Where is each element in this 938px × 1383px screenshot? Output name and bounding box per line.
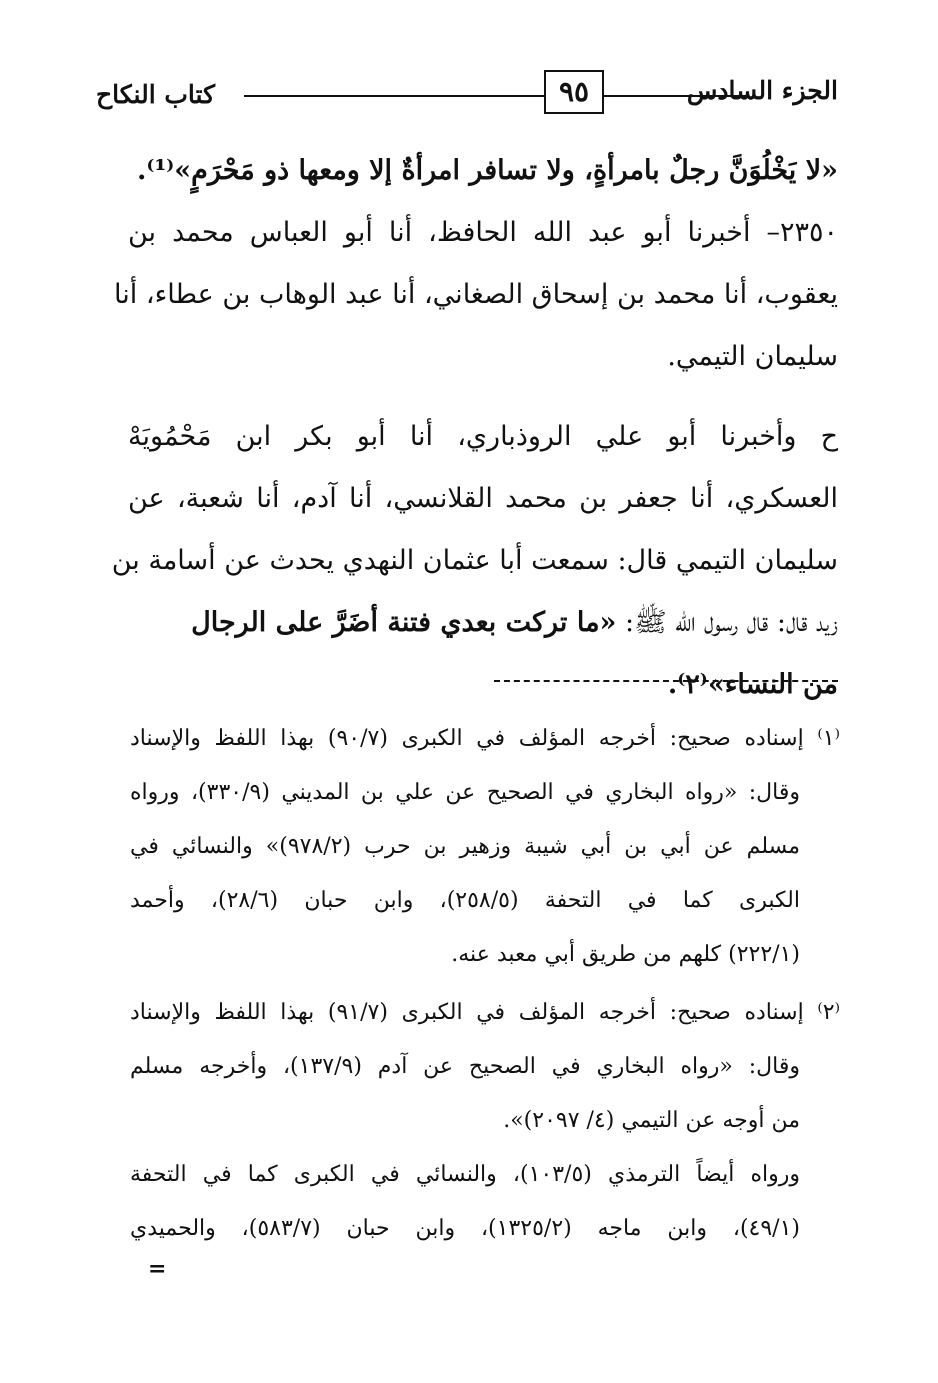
- running-header: [96, 70, 838, 118]
- text-line: من النساء»⁽٢⁾.: [667, 669, 838, 700]
- footnote-line: وقال: «رواه البخاري في الصحيح عن علي بن المديني (٣٣٠/٩)، ورواه: [130, 780, 800, 805]
- continuation-mark: =: [148, 1256, 167, 1282]
- footnote-line: الكبرى كما في التحفة (٢٥٨/٥)، وابن حبان (٢٨/٦)، وأحمد: [130, 888, 801, 913]
- footnote-line: ورواه أيضاً الترمذي (١٠٣/٥)، والنسائي في الكبرى كما في التحفة: [130, 1162, 801, 1187]
- footnote-line: من أوجه عن التيمي (٤/ ٢٠٩٧)».: [503, 1108, 800, 1133]
- book-title: كتاب النكاح: [96, 80, 215, 109]
- text-line: سليمان التيمي قال: سمعت أبا عثمان النهدي يحدث عن أسامة بن: [111, 545, 838, 576]
- main-text: [111, 140, 838, 716]
- text-line: سليمان التيمي.: [667, 341, 838, 372]
- narration-text: زيد قال: قال رسول الله ﷺ:: [616, 607, 838, 638]
- text-line: [128, 592, 838, 654]
- footnote-line: وقال: «رواه البخاري في الصحيح عن آدم (١٣٧/٩)، وأخرجه مسلم: [130, 1054, 800, 1079]
- page-number: ٩٥: [544, 70, 604, 114]
- text-line: العسكري، أنا جعفر بن محمد القلانسي، أنا آدم، أنا شعبة، عن: [128, 483, 838, 514]
- header-rule-left: [244, 95, 544, 97]
- footnotes: [130, 712, 840, 1256]
- hadith-text: «ما تركت بعدي فتنة أضَرَّ على الرجال: [191, 607, 617, 638]
- footnote-line: ⁽١⁾ إسناده صحيح: أخرجه المؤلف في الكبرى (٩٠/٧) بهذا اللفظ والإسناد: [130, 726, 840, 751]
- footnote-line: مسلم عن أبي بن أبي شيبة وزهير بن حرب (٩٧٨/٢)» والنسائي في: [130, 834, 801, 859]
- volume-title: الجزء السادس: [686, 76, 838, 105]
- footnote-line: (٤٩/١)، وابن ماجه (١٣٢٥/٢)، وابن حبان (٥٨٣/٧)، والحميدي: [130, 1216, 801, 1241]
- footnote-divider: [494, 680, 838, 682]
- text-line: «لا يَخْلُوَنَّ رجلٌ بامرأةٍ، ولا تسافر امرأةٌ إلا ومعها ذو مَحْرَمٍ»⁽¹⁾.: [136, 155, 838, 186]
- text-line: ح وأخبرنا أبو علي الروذباري، أنا أبو بكر ابن مَحْمُويَهْ: [128, 421, 838, 452]
- footnote-line: (٢٢٢/١) كلهم من طريق أبي معبد عنه.: [451, 942, 800, 967]
- text-line: ٢٣٥٠– أخبرنا أبو عبد الله الحافظ، أنا أبو العباس محمد بن: [128, 217, 838, 248]
- text-line: يعقوب، أنا محمد بن إسحاق الصغاني، أنا عبد الوهاب بن عطاء، أنا: [114, 279, 838, 310]
- footnote-line: ⁽٢⁾ إسناده صحيح: أخرجه المؤلف في الكبرى (٩١/٧) بهذا اللفظ والإسناد: [130, 1000, 840, 1025]
